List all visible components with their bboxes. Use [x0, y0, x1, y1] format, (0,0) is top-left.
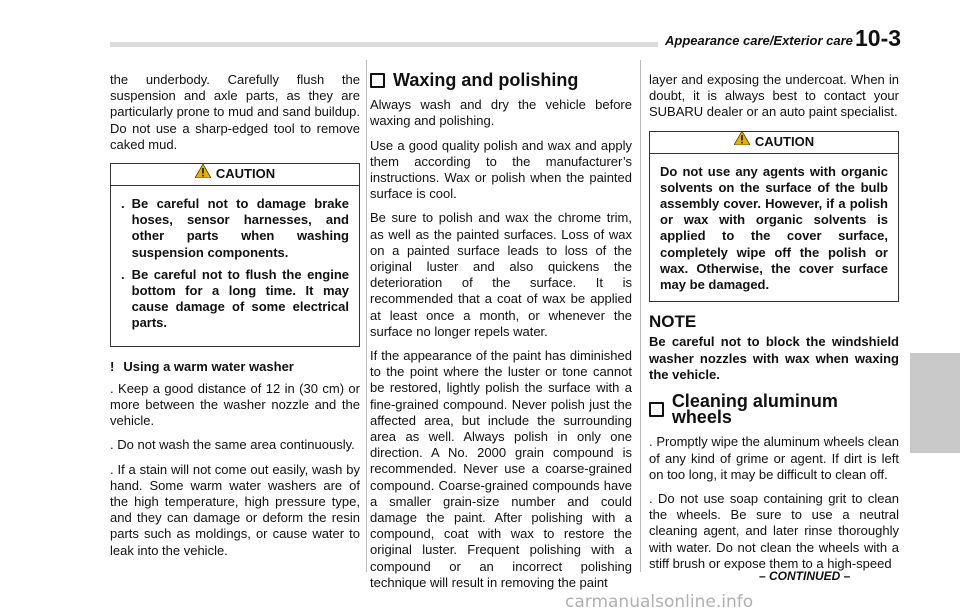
column-3 [649, 72, 899, 580]
page-number: 10-3 [855, 25, 902, 51]
paragraph: Use a good quality polish and wax and apply them according to the manufacturer’s instructions. Wax or polish when the painted surface is cool. [370, 137, 632, 202]
caution-body [650, 154, 898, 302]
list-item [110, 437, 360, 453]
caution-body [111, 186, 359, 346]
caution-text: Do not use any agents with organic solvents on the surface of the bulb assembly cover. However, if a polish or wax with organic solvents is applied to the cover surface, completely wipe off the polish or wax. Otherwise, the cover surface may be damaged. [660, 163, 888, 293]
bullet-dot-icon: . [110, 437, 114, 453]
list-item [649, 491, 899, 572]
warning-triangle-icon [195, 164, 211, 178]
column-divider [366, 60, 367, 572]
continued-label: – CONTINUED – [759, 569, 851, 583]
intro-paragraph: the underbody. Carefully flush the suspension and axle parts, as they are particularly prone to mud and sand buildup. Do not use a sharp-edged tool to remove caked mud. [110, 72, 360, 152]
caution-item [121, 267, 349, 332]
exclamation-marker: ! [110, 358, 115, 374]
paragraph: Always wash and dry the vehicle before waxing and polishing. [370, 97, 632, 129]
heading-text: Cleaning aluminum wheels [671, 391, 838, 428]
chapter-tab [910, 353, 960, 453]
section-heading [649, 391, 899, 428]
bullet-dot-icon: . [649, 491, 653, 507]
caution-item-text: Be careful not to damage brake hoses, sensor harnesses, and other parts when washing suspension components. [131, 196, 349, 260]
heading-text: Waxing and polishing [393, 70, 579, 90]
square-marker-icon [370, 73, 385, 88]
column-divider [640, 60, 641, 572]
paragraph: If the appearance of the paint has diminished to the point where the luster or tone cannot be restored, lightly polish the surface with a fine-grained compound. Never polish just the affected area, but include the surrounding area as well. Always polish in only one direction. A No. 2000 grain compound is recommended. Never use a coarse-grained compound. Coarse-grained compounds have a smaller grain-size number and could damage the paint. After polishing with a compound, coat with wax to restore the original luster. Frequent polishing with a compound or an incorrect polishing technique will result in removing the paint [370, 348, 632, 590]
caution-label: CAUTION [754, 134, 815, 149]
paragraph: Be sure to polish and wax the chrome trim, as well as the painted surfaces. Loss of wax on a painted surface leads to loss of the original luster and also quickens the deterioration of the surface. It is recommended that a coat of wax be applied at least once a month, or whenever the surface no longer repels water. [370, 210, 632, 339]
section-title: Appearance care/Exterior care [665, 33, 853, 48]
subheading [110, 359, 360, 375]
subheading-text: Using a warm water washer [123, 358, 294, 374]
note-text: Be careful not to block the windshield washer nozzles with wax when waxing the vehicle. [649, 334, 899, 382]
list-item [110, 381, 360, 430]
list-item-text: If a stain will not come out easily, wash by hand. Some warm water washers are of the high temperature, high pressure type, and they can damage or deform the resin parts such as moldings, or cause water to leak into the vehicle. [110, 461, 360, 558]
bullet-dot-icon: . [110, 380, 114, 396]
bullet-dot-icon: . [121, 266, 125, 282]
list-item [649, 434, 899, 483]
bullet-dot-icon: . [649, 434, 653, 450]
header-rule [110, 42, 658, 47]
list-item [110, 462, 360, 559]
caution-header [650, 132, 898, 154]
list-item-text: Do not wash the same area continuously. [117, 437, 355, 453]
bullet-dot-icon: . [110, 461, 114, 477]
caution-box [110, 163, 360, 347]
caution-label: CAUTION [215, 166, 276, 182]
column-2 [370, 72, 632, 599]
caution-box [649, 131, 899, 303]
watermark: carmanualsonline.info [565, 592, 754, 612]
warning-triangle-icon [734, 131, 750, 145]
caution-item-text: Be careful not to flush the engine bottom for a long time. It may cause damage of some electrical parts. [131, 266, 349, 331]
note-heading: NOTE [649, 312, 697, 332]
column-1 [110, 72, 360, 567]
square-marker-icon [649, 402, 664, 417]
caution-item [121, 196, 349, 261]
bullet-dot-icon: . [121, 196, 125, 212]
caution-header [111, 164, 359, 186]
intro-paragraph: layer and exposing the undercoat. When in doubt, it is always best to contact your SUBARU dealer or an auto paint specialist. [649, 72, 899, 120]
list-item-text: Keep a good distance of 12 in (30 cm) or more between the washer nozzle and the vehicle. [110, 380, 360, 429]
list-item-text: Do not use soap containing grit to clean the wheels. Be sure to use a neutral cleaning agent, and later rinse thoroughly with water. Do not clean the wheels with a stiff brush or expose them to a high-speed [649, 491, 899, 571]
section-heading [370, 72, 632, 88]
list-item-text: Promptly wipe the aluminum wheels clean of any kind of grime or agent. If dirt is left on too long, it may be difficult to clean off. [649, 434, 899, 482]
